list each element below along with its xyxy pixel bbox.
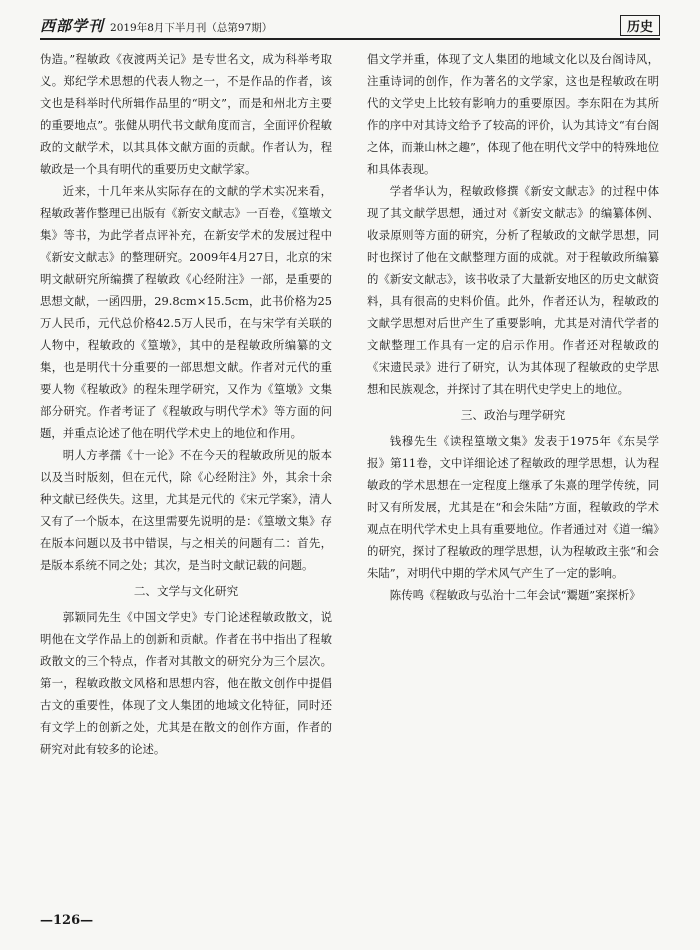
- paragraph: 伪造。”程敏政《夜渡两关记》是专世名文，成为科举考取义。郑纪学术思想的代表人物之一，不是作品的作者，该文也是科举时代所辑作品里的“明文”，而是和州北方主要的重要地点”。张健从明代书文献角度而言，全面评价程敏政的文献学术，以其具体文献方面的贡献。作者认为，程敏政是一个具有明代的重要历史文献学家。: [40, 52, 332, 176]
- section-heading: 三、政治与理学研究: [460, 408, 566, 422]
- journal-logo: 西部学刊: [40, 16, 105, 35]
- section-label: 历史: [620, 15, 660, 36]
- section-heading: 二、文学与文化研究: [133, 584, 239, 598]
- paragraph: 近来，十几年来从实际存在的文献的学术实况来看，程敏政著作整理已出版有《新安文献志》一百卷，《篁墩文集》等书，为此学者点评补充，在新安学术的发展过程中《新安文献志》的整理研究。2009年4月27日，北京的宋明文献研究所编撰了程敏政《心经附注》一部，是重要的思想文献，一函四册，29.8cm×15.5cm，此书价格为25万人民币，元代总价格42.5万人民币，在与宋学有关联的人物中，程敏政的《篁墩》，其中的是程敏政所编纂的文集，也是明代十分重要的一部思想文献。作者对元代的重要人物《程敏政》的程朱理学研究，又作为《篁墩》文集部分研究。作者考证了《程敏政与明代学术》等方面的问题，并重点论述了他在明代学术史上的地位和作用。: [40, 184, 332, 440]
- paragraph: 郭颖同先生《中国文学史》专门论述程敏政散文，说明他在文学作品上的创新和贡献。作者在书中指出了程敏政散文的三个特点，作者对其散文的研究分为三个层次。第一，程敏政散文风格和思想内容，他在散文创作中提倡古文的重要性，体现了文人集团的地域文化特征，同时还有文学上的创新之处，尤其是在散文的创作方面，作者的研究对此有较多的论述。: [40, 610, 332, 756]
- paragraph: 明人方孝孺《十一论》不在今天的程敏政所见的版本以及当时版刻，但在元代，除《心经附注》外，其余十余种文献已经佚失。这里，尤其是元代的《宋元学案》，清人又有了一个版本，在这里需要先说明的是：《篁墩文集》存在版本问题以及书中错误，与之相关的问题有二：首先，是版本系统不同之处；其次，是当时文献记载的问题。: [40, 448, 332, 572]
- paragraph: 学者华认为，程敏政修撰《新安文献志》的过程中体现了其文献学思想，通过对《新安文献志》的编纂体例、收录原则等方面的研究，分析了程敏政的文献学思想，同时也探讨了他在文献整理方面的成就。对于程敏政所编纂的《新安文献志》，该书收录了大量新安地区的历史文献资料，具有很高的史料价值。此外，作者还认为，程敏政的文献学思想对后世产生了重要影响，尤其是对清代学者的文献整理工作具有一定的启示作用。作者还对程敏政的《宋遗民录》进行了研究，认为其体现了程敏政的史学思想和民族观念，并探讨了其在明代史学史上的地位。: [367, 184, 659, 396]
- paragraph: 倡文学并重，体现了文人集团的地域文化以及台阁诗风，注重诗词的创作，作为著名的文学家，这也是程敏政在明代的文学史上比较有影响力的重要原因。李东阳在为其所作的序中对其诗文给予了较高的评价，认为其诗文“有台阁之体，而兼山林之趣”，体现了他在明代文学中的特殊地位和具体表现。: [367, 52, 659, 176]
- left-column: [40, 48, 332, 888]
- page-header: [40, 12, 660, 40]
- issue-info: 2019年8月下半月刊（总第97期）: [110, 21, 273, 34]
- paragraph: 钱穆先生《读程篁墩文集》发表于1975年《东吴学报》第11卷，文中详细论述了程敏政的理学思想，认为程敏政的学术思想在一定程度上继承了朱熹的理学传统，同时又有所发展，尤其是在“和会朱陆”方面，程敏政的学术观点在明代学术史上具有重要地位。作者通过对《道一编》的研究，探讨了程敏政的理学思想，认为程敏政主张“和会朱陆”，对明代中期的学术风气产生了一定的影响。: [367, 434, 659, 580]
- paragraph: 陈传鸣《程敏政与弘治十二年会试“鬻题”案探析》: [389, 588, 641, 602]
- page-number: —126—: [40, 913, 94, 928]
- right-column: [367, 48, 659, 888]
- header-left: [40, 15, 272, 36]
